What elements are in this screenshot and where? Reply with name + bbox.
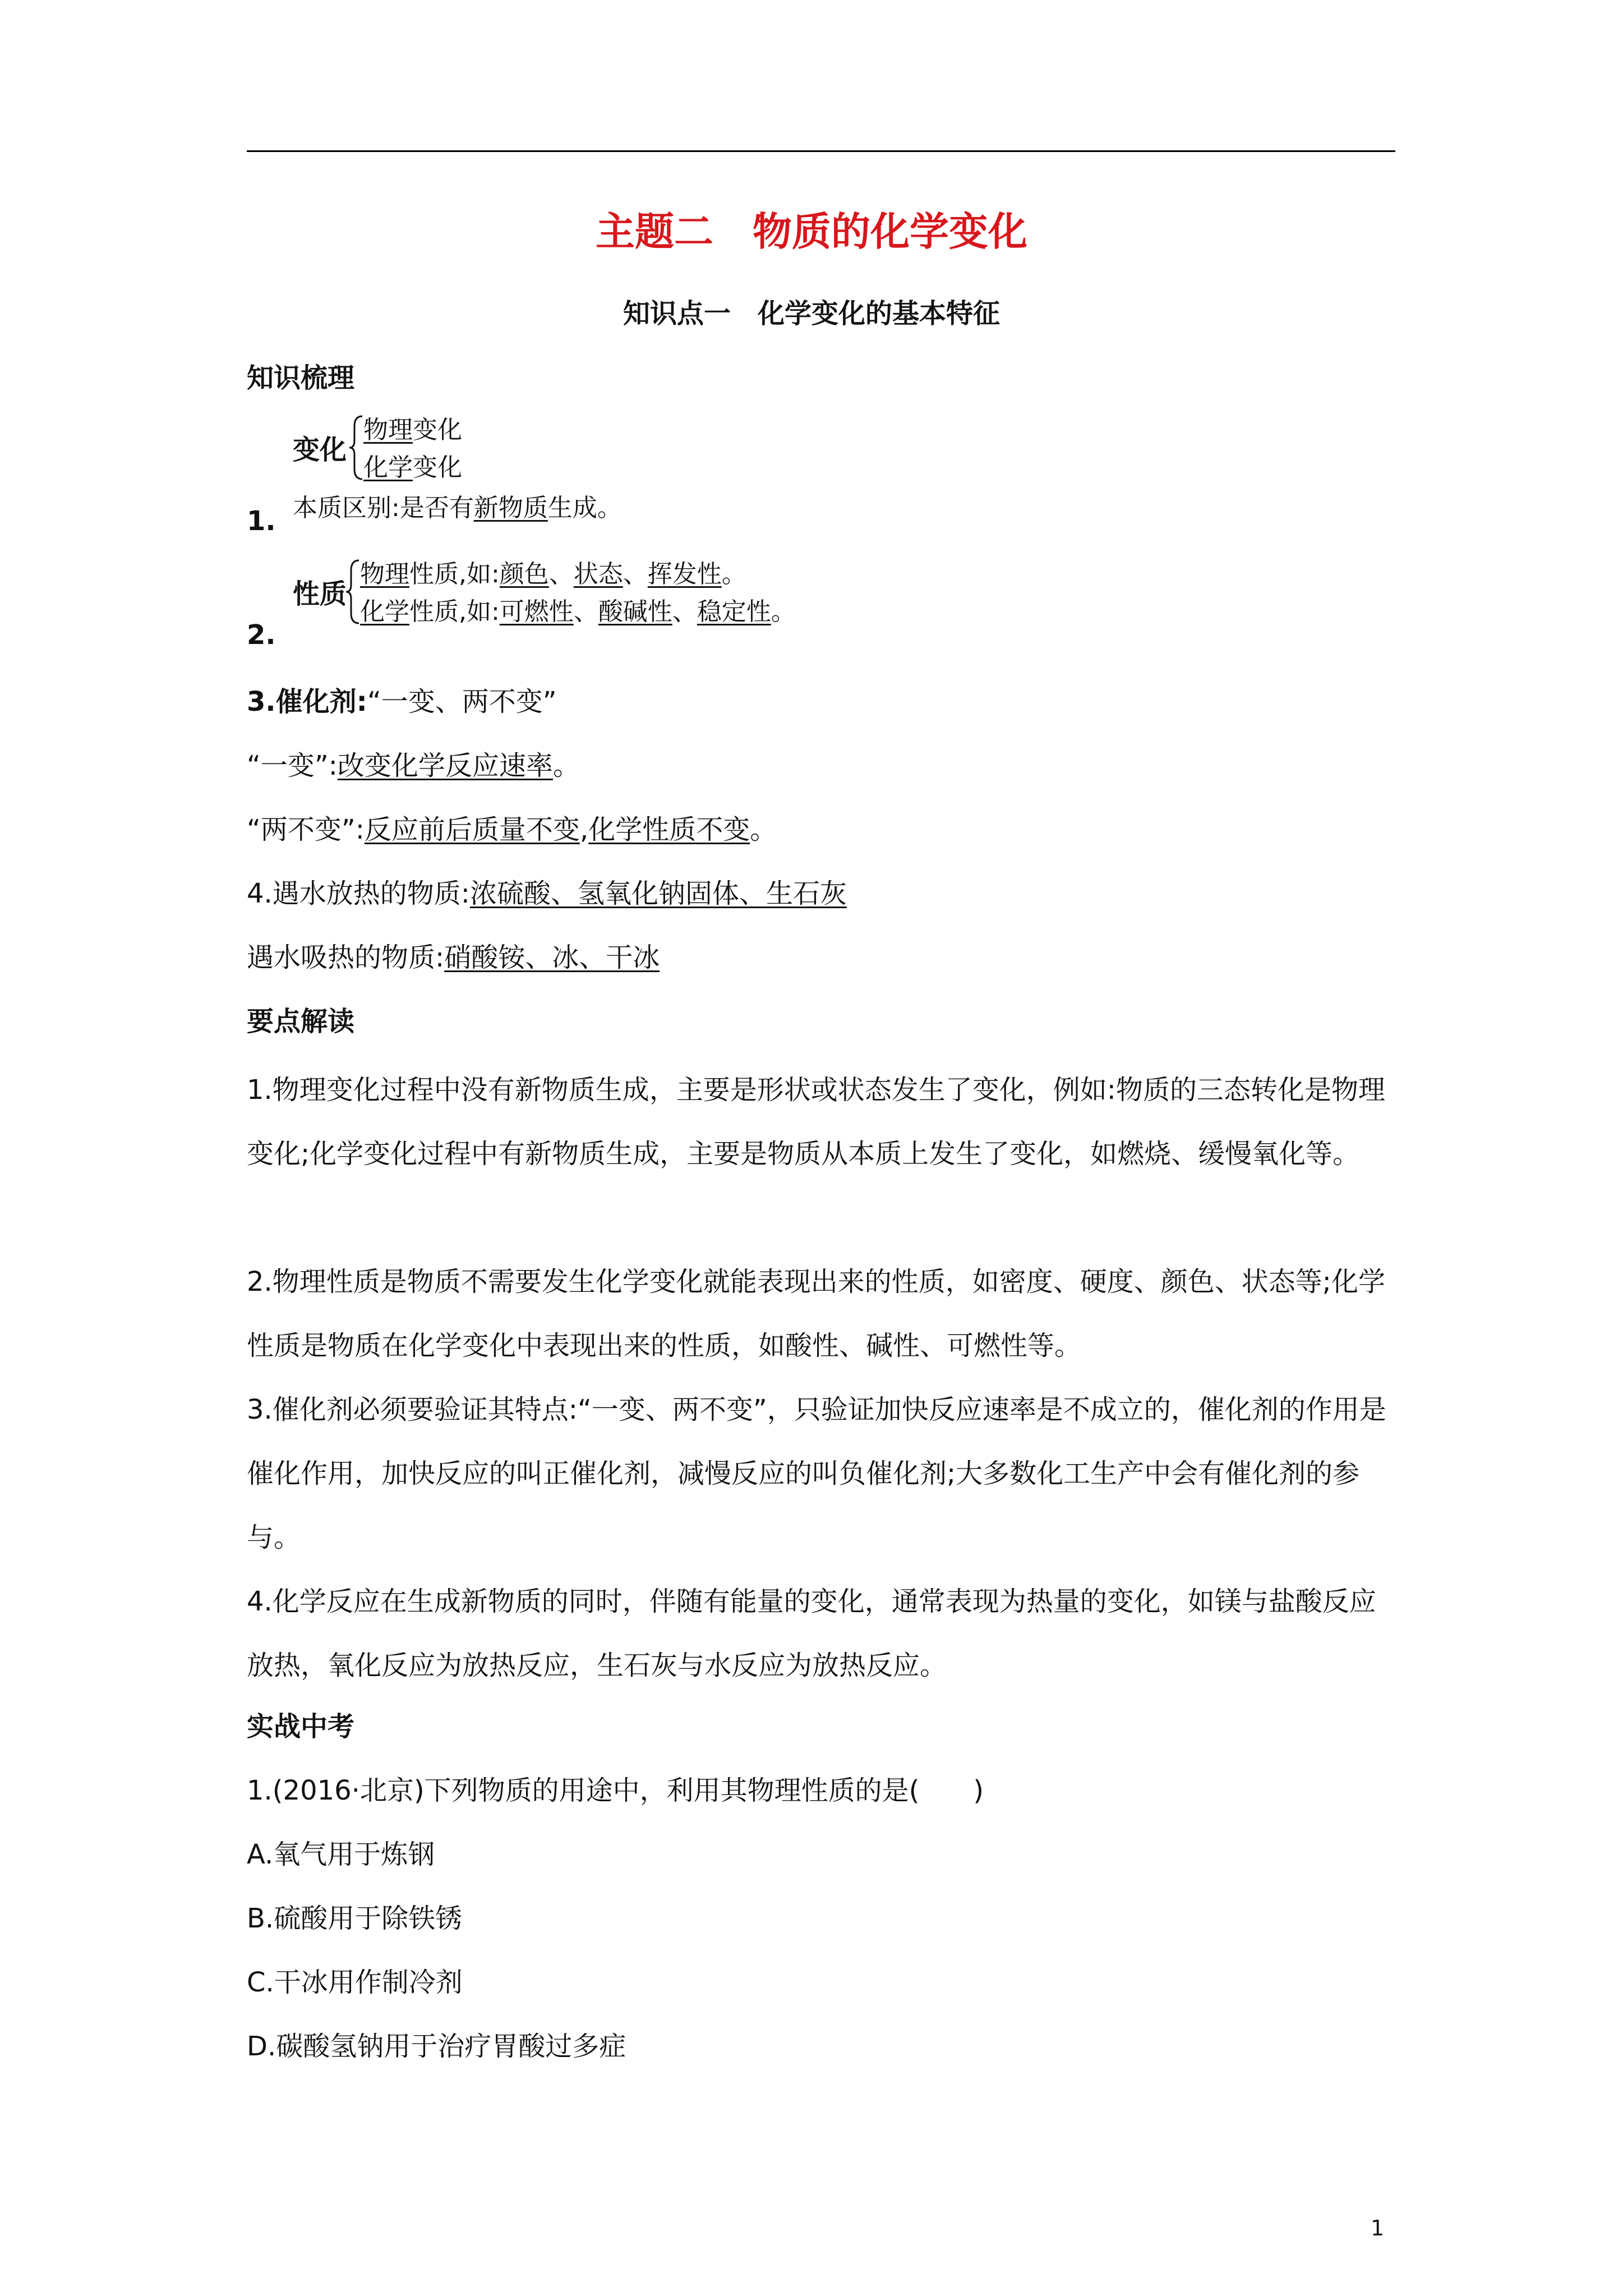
header-rule (247, 150, 1395, 152)
item1-label: 变化 (293, 434, 347, 466)
item3-line2: “两不变”:反应前后质量不变,化学性质不变。 (247, 814, 777, 845)
item1-branch2: 化学变化 (363, 453, 462, 482)
item2-number: 2. (247, 619, 276, 651)
item2-line1: 物理性质,如:颜色、状态、挥发性。 (360, 560, 746, 588)
keypoint-2: 2.物理性质是物质不需要发生化学变化就能表现出来的性质，如密度、硬度、颜色、状态等;化学性质是物质在化学变化中表现出来的性质，如酸性、碱性、可燃性等。 (247, 1266, 1385, 1361)
item1-number: 1. (247, 505, 276, 537)
exam-option-c: C.干冰用作制冷剂 (247, 1967, 463, 1998)
item1-essence: 本质区别:是否有新物质生成。 (293, 494, 622, 522)
exam-option-b: B.硫酸用于除铁锈 (247, 1903, 463, 1934)
item4-line2: 遇水吸热的物质:硝酸铵、冰、干冰 (247, 942, 660, 973)
exam-option-d: D.碳酸氢钠用于治疗胃酸过多症 (247, 2031, 626, 2062)
page-title: 主题二 物质的化学变化 (596, 209, 1027, 255)
item2-line2: 化学性质,如:可燃性、酸碱性、稳定性。 (360, 597, 796, 626)
page-subtitle: 知识点一 化学变化的基本特征 (623, 298, 1000, 329)
item3-heading: 3.催化剂:“一变、两不变” (247, 686, 557, 717)
item1-branch1: 物理变化 (363, 416, 462, 444)
section-heading-exam: 实战中考 (247, 1711, 355, 1742)
keypoint-3: 3.催化剂必须要验证其特点:“一变、两不变”，只验证加快反应速率是不成立的，催化剂的作用是催化作用，加快反应的叫正催化剂，减慢反应的叫负催化剂;大多数化工生产中会有催化剂的参与。 (247, 1394, 1386, 1553)
item2-label: 性质 (293, 578, 347, 610)
item3-line1: “一变”:改变化学反应速率。 (247, 750, 580, 781)
page-number: 1 (1371, 2216, 1385, 2240)
exam-question: 1.(2016·北京)下列物质的用途中，利用其物理性质的是( ) (247, 1775, 984, 1806)
keypoint-1: 1.物理变化过程中没有新物质生成，主要是形状或状态发生了变化，例如:物质的三态转化是物理变化;化学变化过程中有新物质生成，主要是物质从本质上发生了变化，如燃烧、缓慢氧化等。 (247, 1074, 1385, 1170)
exam-option-a: A.氧气用于炼钢 (247, 1839, 435, 1870)
section-heading-knowledge: 知识梳理 (247, 362, 355, 394)
item4-line1: 4.遇水放热的物质:浓硫酸、氢氧化钠固体、生石灰 (247, 878, 847, 909)
keypoint-4: 4.化学反应在生成新物质的同时，伴随有能量的变化，通常表现为热量的变化，如镁与盐酸反应放热，氧化反应为放热反应，生石灰与水反应为放热反应。 (247, 1586, 1376, 1681)
item2-brace (344, 558, 361, 625)
item1-brace (348, 414, 365, 481)
section-heading-keypoints: 要点解读 (247, 1006, 355, 1037)
